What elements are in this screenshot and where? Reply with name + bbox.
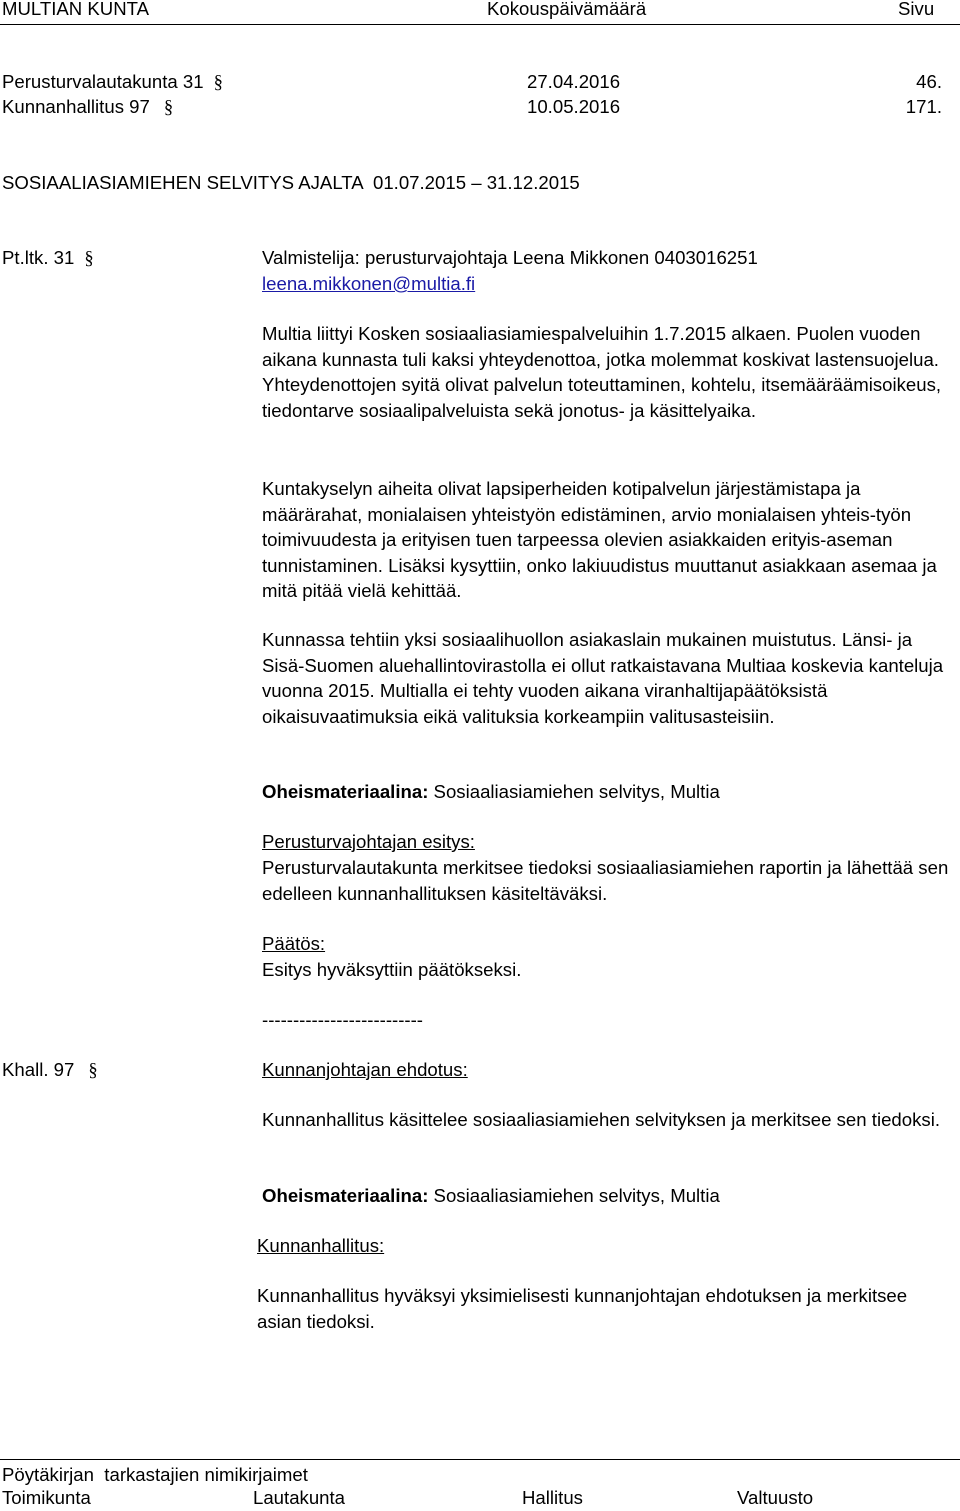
attachment-label: Oheismateriaalina:: [262, 781, 429, 802]
paragraph: Kuntakyselyn aiheita olivat lapsiperheiden kotipalvelun järjestämistapa ja määrärahat, monialaisen yhteistyön edistäminen, arvio monialaisen yhteis-työn toimivuudesta ja erityisen tuen tarpeessa olevien asiakkaiden erityis-aseman tunnistaminen. Lisäksi kysyttiin, onko lakiuudistus muuttanut asiakkaan asemaa ja mitä pitää vielä kehittää.: [262, 478, 937, 602]
footer-col-lautakunta: Lautakunta: [253, 1487, 346, 1508]
footer-col-valtuusto: Valtuusto: [737, 1487, 814, 1508]
board-text: Kunnanhallitus hyväksyi yksimielisesti kunnanjohtajan ehdotuksen ja merkitsee asian tiedoksi.: [257, 1285, 908, 1332]
footer-col-toimikunta: Toimikunta: [2, 1487, 91, 1508]
khall-ref: [2, 1057, 98, 1084]
header-date-label: Kokouspäivämäärä: [487, 0, 647, 19]
khall-proposal-text: Kunnanhallitus käsittelee sosiaaliasiamiehen selvityksen ja merkitsee sen tiedoksi.: [262, 1109, 940, 1130]
paragraph: Multia liittyi Kosken sosiaaliasiamiespalveluihin 1.7.2015 alkaen. Puolen vuoden aikana kunnasta tuli kaksi yhteydenottoa, jotka molemmat koskivat lastensuojelua. Yhteydenottojen syitä olivat palvelun toteuttaminen, kohtelu, itsemääräämisoikeus, tiedontarve sosiaalipalveluista sekä jonotus- ja käsittelyaika.: [262, 323, 942, 421]
pt-ref-label: Pt.ltk. 31: [2, 247, 75, 268]
decision-label: Päätös:: [262, 933, 326, 954]
meeting-row-2: [2, 94, 173, 121]
email-link[interactable]: leena.mikkonen@multia.fi: [262, 273, 476, 294]
khall-proposal-label: Kunnanjohtajan ehdotus:: [262, 1059, 468, 1080]
footer-divider: [0, 1459, 960, 1460]
board-label: Kunnanhallitus:: [257, 1235, 385, 1256]
attachment-label: Oheismateriaalina:: [262, 1185, 429, 1206]
khall-attachment-line: [262, 1183, 720, 1209]
paragraph: Kunnassa tehtiin yksi sosiaalihuollon asiakaslain mukainen muistutus. Länsi- ja Sisä-Suomen aluehallintovirastolla ei ollut ratkaistavana Multiaa koskevia kanteluja vuonna 2015. Multialla ei tehty vuoden aikana viranhaltijapäätöksistä oikaisuvaatimuksia eikä valituksia korkeampiin valitusasteisiin.: [262, 629, 944, 727]
footer-title: Pöytäkirjan tarkastajien nimikirjaimet: [2, 1464, 308, 1485]
meeting-row-1: [2, 69, 223, 96]
footer-col-hallitus: Hallitus: [522, 1487, 583, 1508]
header-org: MULTIAN KUNTA: [2, 0, 150, 19]
section-sign: §: [88, 1060, 98, 1081]
separator: --------------------------: [262, 1009, 423, 1030]
header-page-label: Sivu: [898, 0, 935, 19]
meeting-page: 171.: [905, 96, 942, 117]
header-divider: [0, 24, 960, 25]
attachment-line: [262, 779, 720, 805]
meeting-date: 27.04.2016: [527, 71, 621, 92]
attachment-text: Sosiaaliasiamiehen selvitys, Multia: [428, 781, 720, 802]
section-sign: §: [213, 72, 223, 93]
khall-ref-label: Khall. 97: [2, 1059, 75, 1080]
page-header: [0, 0, 960, 26]
decision-text: Esitys hyväksyttiin päätökseksi.: [262, 959, 522, 980]
meeting-date: 10.05.2016: [527, 96, 621, 117]
proposal-text: Perusturvalautakunta merkitsee tiedoksi sosiaaliasiamiehen raportin ja lähettää sen edelleen kunnanhallituksen käsiteltäväksi.: [262, 857, 949, 904]
section-sign: §: [84, 248, 94, 269]
meeting-body: Kunnanhallitus 97: [2, 96, 150, 117]
meeting-body: Perusturvalautakunta 31: [2, 71, 204, 92]
proposal-label: Perusturvajohtajan esitys:: [262, 831, 475, 852]
section-sign: §: [163, 97, 174, 118]
document-title: SOSIAALIASIAMIEHEN SELVITYS AJALTA 01.07.2015 – 31.12.2015: [2, 172, 580, 193]
pt-ref: [2, 245, 94, 272]
attachment-text: Sosiaaliasiamiehen selvitys, Multia: [428, 1185, 720, 1206]
preparer-line: Valmistelija: perusturvajohtaja Leena Mikkonen 0403016251: [262, 247, 758, 268]
meeting-page: 46.: [916, 71, 942, 92]
